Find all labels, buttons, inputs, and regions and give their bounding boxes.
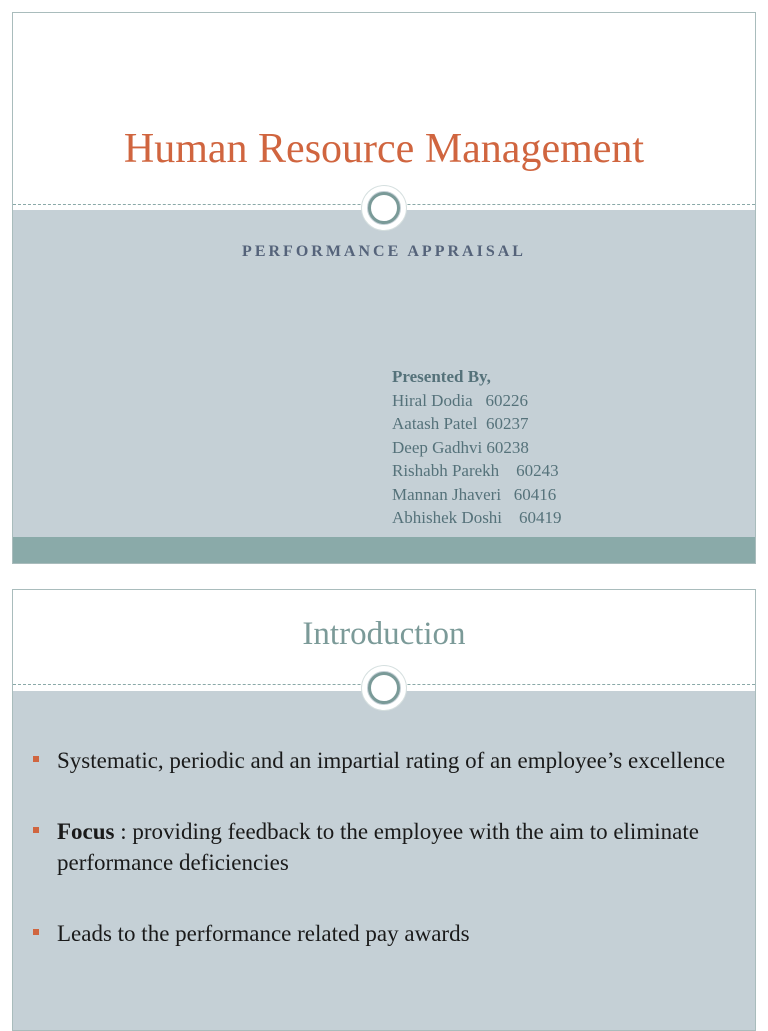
presenters-heading: Presented By, xyxy=(392,367,491,386)
introduction-slide xyxy=(12,589,756,1031)
bullet-list xyxy=(33,745,733,989)
presenter-row: Aatash Patel 60237 xyxy=(392,414,529,433)
bullet-item xyxy=(33,918,733,949)
slide-title: Introduction xyxy=(302,616,466,652)
bullet-item xyxy=(33,816,733,878)
slide-footer-band xyxy=(13,537,755,563)
presentation-title: Human Resource Management xyxy=(123,126,645,172)
presentation-subtitle: PERFORMANCE APPRAISAL xyxy=(242,243,526,260)
square-bullet-icon xyxy=(33,929,39,935)
presenter-row: Mannan Jhaveri 60416 xyxy=(392,484,557,504)
bullet-item xyxy=(33,745,733,776)
bullet-text: : providing feedback to the employee with the aim to eliminate performance deficiencies xyxy=(57,819,699,875)
presenter-row: Abhishek Doshi 60419 xyxy=(392,508,562,527)
circle-ring-icon xyxy=(362,186,406,230)
presenter-row: Deep Gadhvi 60238 xyxy=(392,437,529,457)
bullet-text: Leads to the performance related pay awards xyxy=(57,921,470,946)
presenter-row: Hiral Dodia 60226 xyxy=(392,390,528,410)
circle-ring-icon xyxy=(362,666,406,710)
square-bullet-icon xyxy=(33,827,39,833)
square-bullet-icon xyxy=(33,756,39,762)
title-slide xyxy=(12,12,756,564)
bullet-lead: Focus xyxy=(57,819,115,844)
presenter-row: Rishabh Parekh 60243 xyxy=(392,461,559,480)
bullet-text: Systematic, periodic and an impartial rating of an employee’s excellence xyxy=(57,748,726,773)
presenters-block xyxy=(392,365,562,530)
